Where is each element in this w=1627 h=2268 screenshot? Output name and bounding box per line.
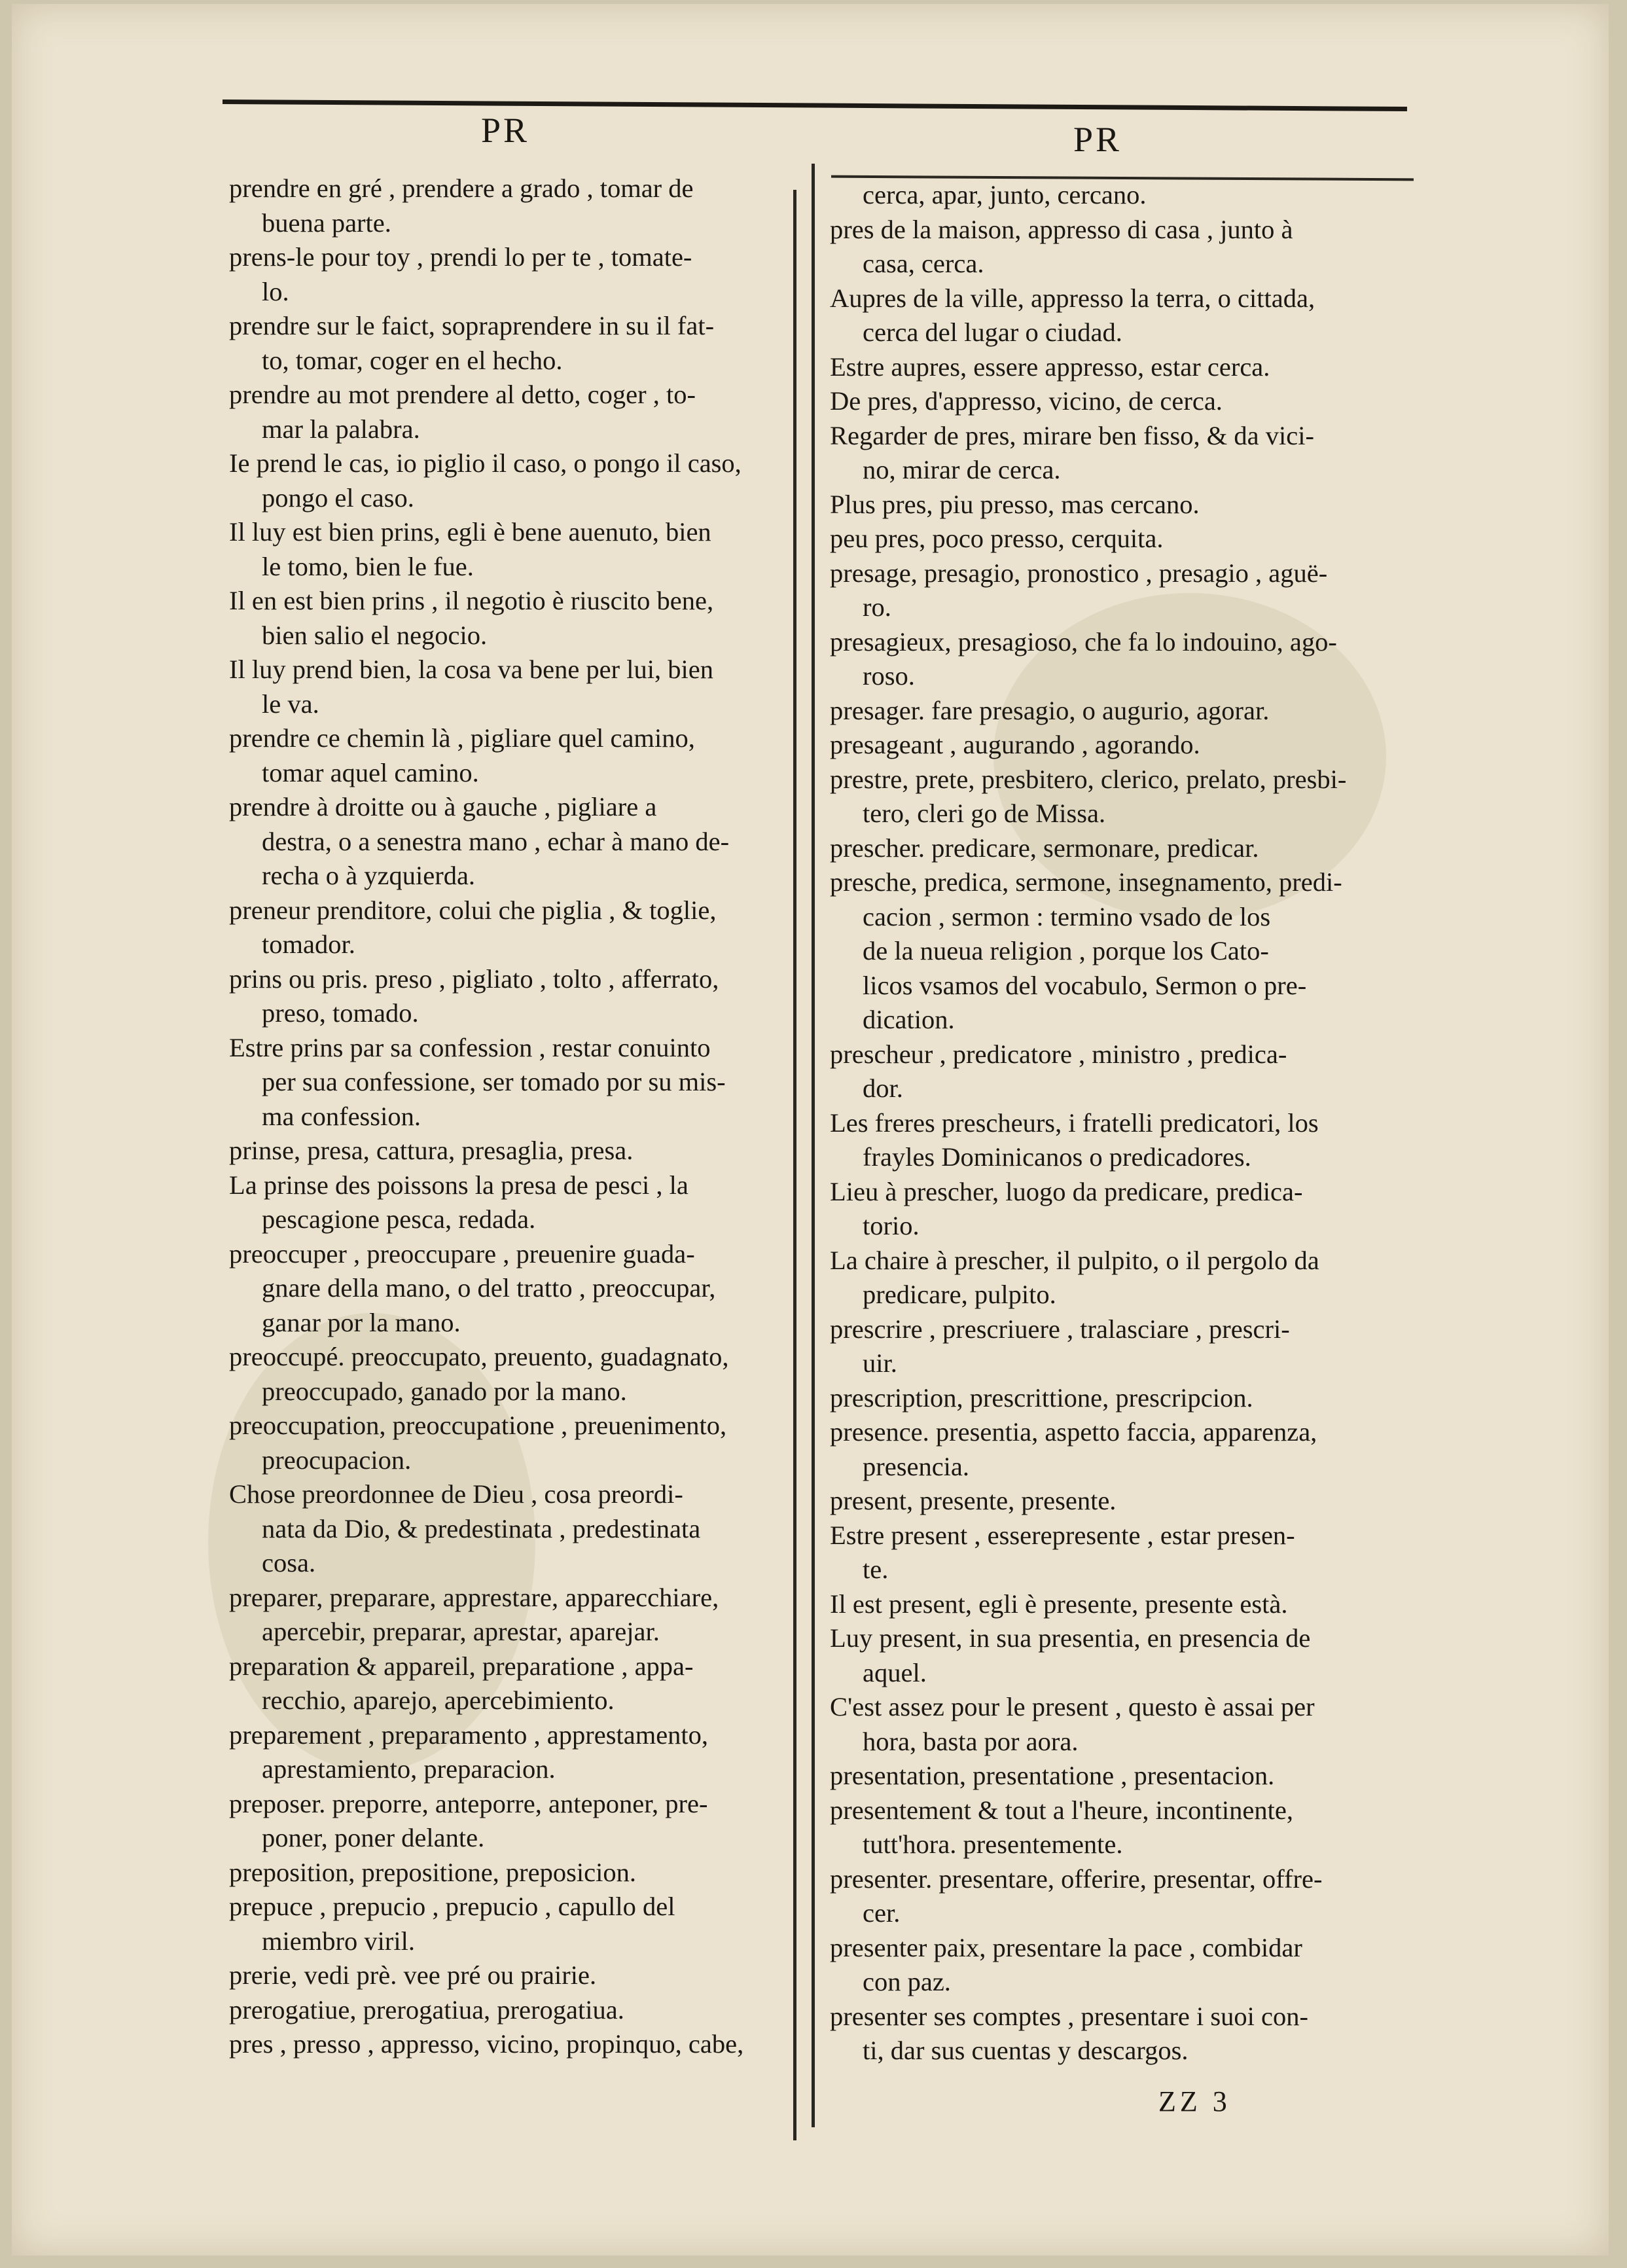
running-head-right: PR <box>1073 120 1122 159</box>
entry-text: Lieu à prescher, luogo da predicare, predica- <box>830 1176 1303 1206</box>
dictionary-entry <box>830 1037 1419 1106</box>
dictionary-entry <box>229 893 785 962</box>
left-column <box>229 171 785 2062</box>
entry-text: Il luy est bien prins, egli è bene auenuto, bien <box>229 517 711 547</box>
entry-continuation: predicare, pulpito. <box>863 1280 1056 1309</box>
entry-continuation: aquel. <box>863 1657 927 1687</box>
entry-continuation: dor. <box>863 1073 903 1103</box>
dictionary-entry <box>229 1856 785 1890</box>
dictionary-entry <box>229 653 785 721</box>
entry-continuation: con paz. <box>863 1967 951 1996</box>
entry-continuation: recha o à yzquierda. <box>262 861 476 890</box>
entry-continuation: casa, cerca. <box>863 249 984 278</box>
entry-text: present, presente, presente. <box>830 1486 1117 1515</box>
dictionary-entry <box>830 488 1419 522</box>
dictionary-entry <box>830 1484 1419 1519</box>
dictionary-entry <box>229 1340 785 1409</box>
entry-continuation: te. <box>863 1555 889 1584</box>
running-head-left: PR <box>481 111 530 150</box>
dictionary-entry <box>830 213 1419 281</box>
entry-continuation: ganar por la mano. <box>262 1307 461 1337</box>
dictionary-entry <box>830 350 1419 385</box>
dictionary-entry <box>229 1409 785 1477</box>
entry-text: presageant , augurando , agorando. <box>830 730 1200 759</box>
dictionary-entry <box>830 522 1419 556</box>
entry-text: Chose preordonnee de Dieu , cosa preordi- <box>229 1479 683 1509</box>
dictionary-entry <box>229 1649 785 1718</box>
dictionary-entry <box>229 171 785 240</box>
entry-text: prinse, presa, cattura, presaglia, presa. <box>229 1136 634 1165</box>
entry-text: prescher. predicare, sermonare, predicar. <box>830 833 1259 863</box>
entry-text: Il en est bien prins , il negotio è riuscito bene, <box>229 586 714 615</box>
dictionary-entry <box>229 790 785 893</box>
entry-text: Il est present, egli è presente, presente està. <box>830 1589 1288 1619</box>
entry-text: presenter ses comptes , presentare i suoi con- <box>830 2001 1308 2031</box>
dictionary-entry <box>830 556 1419 625</box>
entry-continuation: presencia. <box>863 1451 970 1481</box>
dictionary-entry <box>229 2027 785 2062</box>
entry-text: prins ou pris. preso , pigliato , tolto , afferrato, <box>229 963 719 994</box>
dictionary-entry <box>830 865 1419 1037</box>
dictionary-entry <box>830 178 1419 213</box>
dictionary-entry <box>229 446 785 515</box>
entry-continuation: licos vsamos del vocabulo, Sermon o pre- <box>863 970 1307 1000</box>
entry-text: preparement , preparamento , apprestamento, <box>229 1719 709 1750</box>
entry-continuation: de la nueua religion , porque los Cato- <box>863 936 1269 965</box>
entry-continuation: torio. <box>863 1211 920 1240</box>
entry-continuation: nata da Dio, & predestinata , predestinata <box>262 1513 701 1543</box>
dictionary-entry <box>229 1890 785 1958</box>
entry-text: prerie, vedi prè. vee pré ou prairie. <box>229 1960 597 1990</box>
entry-text: prescrire , prescriuere , tralasciare , prescri- <box>830 1314 1290 1344</box>
dictionary-entry <box>229 1168 785 1237</box>
dictionary-entry <box>830 1621 1419 1690</box>
entry-continuation: preoccupado, ganado por la mano. <box>262 1376 627 1406</box>
entry-continuation: cosa. <box>262 1548 316 1577</box>
entry-text: prendre sur le faict, sopraprendere in su il fat- <box>229 311 715 340</box>
dictionary-entry <box>830 625 1419 694</box>
entry-continuation: cacion , sermon : termino vsado de los <box>863 901 1271 931</box>
entry-text: Estre present , esserepresente , estar presen- <box>830 1520 1295 1550</box>
dictionary-entry <box>830 1931 1419 2000</box>
dictionary-entry <box>830 763 1419 831</box>
entry-text: prestre, prete, presbitero, clerico, prelato, presbi- <box>830 764 1347 794</box>
entry-continuation: hora, basta por aora. <box>863 1726 1079 1756</box>
entry-text: preposition, prepositione, preposicion. <box>229 1857 637 1887</box>
entry-continuation: apercebir, preparar, aprestar, aparejar. <box>262 1617 660 1646</box>
entry-continuation: destra, o a senestra mano , echar à mano de- <box>262 826 730 856</box>
entry-continuation: tomar aquel camino. <box>262 757 479 787</box>
dictionary-entry <box>830 384 1419 419</box>
entry-continuation: pongo el caso. <box>262 482 414 513</box>
entry-continuation: roso. <box>863 661 915 691</box>
entry-text: prerogatiue, prerogatiua, prerogatiua. <box>229 1994 624 2025</box>
entry-text: cerca, apar, junto, cercano. <box>863 180 1147 209</box>
entry-text: Ie prend le cas, io piglio il caso, o pongo il caso, <box>229 448 742 478</box>
entry-text: presentement & tout a l'heure, incontinente, <box>830 1795 1293 1825</box>
entry-text: Plus pres, piu presso, mas cercano. <box>830 489 1200 519</box>
entry-continuation: tutt'hora. presentemente. <box>863 1829 1123 1859</box>
entry-continuation: bien salio el negocio. <box>262 620 488 650</box>
entry-text: pres , presso , appresso, vicino, propinquo, cabe, <box>229 2029 744 2059</box>
dictionary-entry <box>830 281 1419 350</box>
entry-continuation: pescagione pesca, redada. <box>262 1204 536 1234</box>
entry-text: prescheur , predicatore , ministro , predica- <box>830 1039 1287 1069</box>
entry-continuation: cer. <box>863 1898 901 1928</box>
dictionary-entry <box>229 1787 785 1856</box>
dictionary-entry <box>830 1690 1419 1759</box>
entry-text: preneur prenditore, colui che piglia , & toglie, <box>229 895 717 925</box>
dictionary-entry <box>229 240 785 309</box>
dictionary-entry <box>229 1031 785 1134</box>
column-divider-right <box>812 164 815 2127</box>
dictionary-entry <box>229 1718 785 1787</box>
entry-text: presche, predica, sermone, insegnamento, predi- <box>830 867 1342 897</box>
dictionary-entry <box>229 1477 785 1581</box>
entry-continuation: mar la palabra. <box>262 414 420 444</box>
entry-continuation: tero, cleri go de Missa. <box>863 799 1106 828</box>
entry-text: Estre aupres, essere appresso, estar cerca. <box>830 351 1270 382</box>
dictionary-entry <box>229 378 785 446</box>
entry-continuation: per sua confessione, ser tomado por su mis- <box>262 1067 726 1096</box>
dictionary-entry <box>229 1134 785 1168</box>
entry-text: La chaire à prescher, il pulpito, o il pergolo da <box>830 1245 1319 1275</box>
catchword: ZZ 3 <box>1158 2085 1231 2117</box>
dictionary-entry <box>830 1106 1419 1175</box>
dictionary-entry <box>229 584 785 653</box>
entry-text: prendre en gré , prendere a grado , tomar de <box>229 173 694 203</box>
entry-continuation: tomador. <box>262 929 355 959</box>
entry-text: Regarder de pres, mirare ben fisso, & da vici- <box>830 420 1314 450</box>
dictionary-entry <box>229 962 785 1031</box>
dictionary-entry <box>830 1312 1419 1381</box>
entry-text: Estre prins par sa confession , restar conuinto <box>229 1032 711 1062</box>
entry-continuation: ma confession. <box>262 1101 421 1131</box>
entry-text: Les freres prescheurs, i fratelli predicatori, los <box>830 1107 1319 1138</box>
entry-text: presagieux, presagioso, che fa lo indouino, ago- <box>830 626 1337 657</box>
entry-text: peu pres, poco presso, cerquita. <box>830 524 1164 553</box>
entry-text: prens-le pour toy , prendi lo per te , tomate- <box>229 242 692 272</box>
dictionary-entry <box>830 1587 1419 1622</box>
entry-continuation: gnare della mano, o del tratto , preoccupar, <box>262 1273 716 1303</box>
entry-continuation: to, tomar, coger en el hecho. <box>262 345 563 375</box>
right-column <box>830 178 1419 2068</box>
dictionary-entry <box>229 1993 785 2028</box>
entry-continuation: buena parte. <box>262 207 391 238</box>
dictionary-entry <box>229 1581 785 1649</box>
entry-text: Luy present, in sua presentia, en presencia de <box>830 1623 1311 1653</box>
entry-text: presager. fare presagio, o augurio, agorar. <box>830 695 1270 725</box>
dictionary-entry <box>830 1175 1419 1244</box>
dictionary-entry <box>229 1237 785 1341</box>
entry-text: preoccupation, preoccupatione , preuenimento, <box>229 1411 727 1440</box>
entry-continuation: preocupacion. <box>262 1445 412 1475</box>
entry-text: Il luy prend bien, la cosa va bene per lui, bien <box>229 655 713 684</box>
entry-text: presentation, presentatione , presentacion. <box>830 1761 1275 1790</box>
entry-text: prepuce , prepucio , prepucio , capullo del <box>229 1892 675 1921</box>
entry-text: preoccupé. preoccupato, preuento, guadagnato, <box>229 1342 729 1371</box>
entry-continuation: frayles Dominicanos o predicadores. <box>863 1142 1251 1172</box>
entry-continuation: dication. <box>863 1005 955 1034</box>
dictionary-entry <box>830 1244 1419 1312</box>
entry-continuation: ti, dar sus cuentas y descargos. <box>863 2036 1189 2065</box>
column-divider-left <box>793 190 796 2140</box>
dictionary-entry <box>830 1415 1419 1484</box>
dictionary-entry <box>830 728 1419 763</box>
entry-text: prendre à droitte ou à gauche , pigliare a <box>229 792 657 821</box>
entry-continuation: ro. <box>863 592 891 622</box>
entry-text: preparation & appareil, preparatione , appa- <box>229 1651 694 1681</box>
dictionary-entry <box>830 1793 1419 1862</box>
entry-text: La prinse des poissons la presa de pesci , la <box>229 1170 688 1200</box>
entry-continuation: cerca del lugar o ciudad. <box>863 317 1122 347</box>
entry-text: preparer, preparare, apprestare, apparecchiare, <box>229 1582 719 1612</box>
entry-text: prendre ce chemin là , pigliare quel camino, <box>229 723 695 753</box>
entry-text: presence. presentia, aspetto faccia, apparenza, <box>830 1417 1317 1447</box>
entry-continuation: le va. <box>262 689 319 719</box>
entry-text: presenter. presentare, offerire, presentar, offre- <box>830 1863 1323 1894</box>
dictionary-entry <box>229 515 785 584</box>
dictionary-entry <box>830 1381 1419 1416</box>
entry-text: presage, presagio, pronostico , presagio , aguë- <box>830 558 1328 588</box>
entry-continuation: aprestamiento, preparacion. <box>262 1754 556 1784</box>
entry-text: preposer. preporre, anteporre, anteponer, pre- <box>229 1788 708 1818</box>
dictionary-entry <box>830 694 1419 729</box>
entry-text: prendre au mot prendere al detto, coger , to- <box>229 380 696 409</box>
entry-text: C'est assez pour le present , questo è assai per <box>830 1692 1315 1721</box>
dictionary-entry <box>830 1759 1419 1793</box>
dictionary-entry <box>830 2000 1419 2068</box>
entry-continuation: miembro viril. <box>262 1926 415 1956</box>
dictionary-entry <box>229 309 785 378</box>
entry-text: presenter paix, presentare la pace , combidar <box>830 1932 1302 1962</box>
dictionary-entry <box>229 1958 785 1993</box>
entry-text: preoccuper , preoccupare , preuenire guada- <box>229 1238 695 1269</box>
dictionary-entry <box>830 1519 1419 1587</box>
entry-text: pres de la maison, appresso di casa , junto à <box>830 214 1293 244</box>
entry-text: Aupres de la ville, appresso la terra, o cittada, <box>830 283 1315 313</box>
dictionary-entry <box>830 831 1419 866</box>
dictionary-entry <box>830 1862 1419 1931</box>
entry-continuation: poner, poner delante. <box>262 1823 485 1852</box>
entry-continuation: uir. <box>863 1348 897 1378</box>
entry-continuation: le tomo, bien le fue. <box>262 551 474 581</box>
entry-continuation: preso, tomado. <box>262 998 419 1028</box>
entry-continuation: no, mirar de cerca. <box>863 455 1061 484</box>
dictionary-entry <box>830 419 1419 488</box>
entry-continuation: recchio, aparejo, apercebimiento. <box>262 1685 615 1715</box>
entry-continuation: lo. <box>262 276 289 306</box>
dictionary-entry <box>229 721 785 790</box>
entry-text: prescription, prescrittione, prescripcion. <box>830 1382 1253 1413</box>
entry-text: De pres, d'appresso, vicino, de cerca. <box>830 386 1223 416</box>
